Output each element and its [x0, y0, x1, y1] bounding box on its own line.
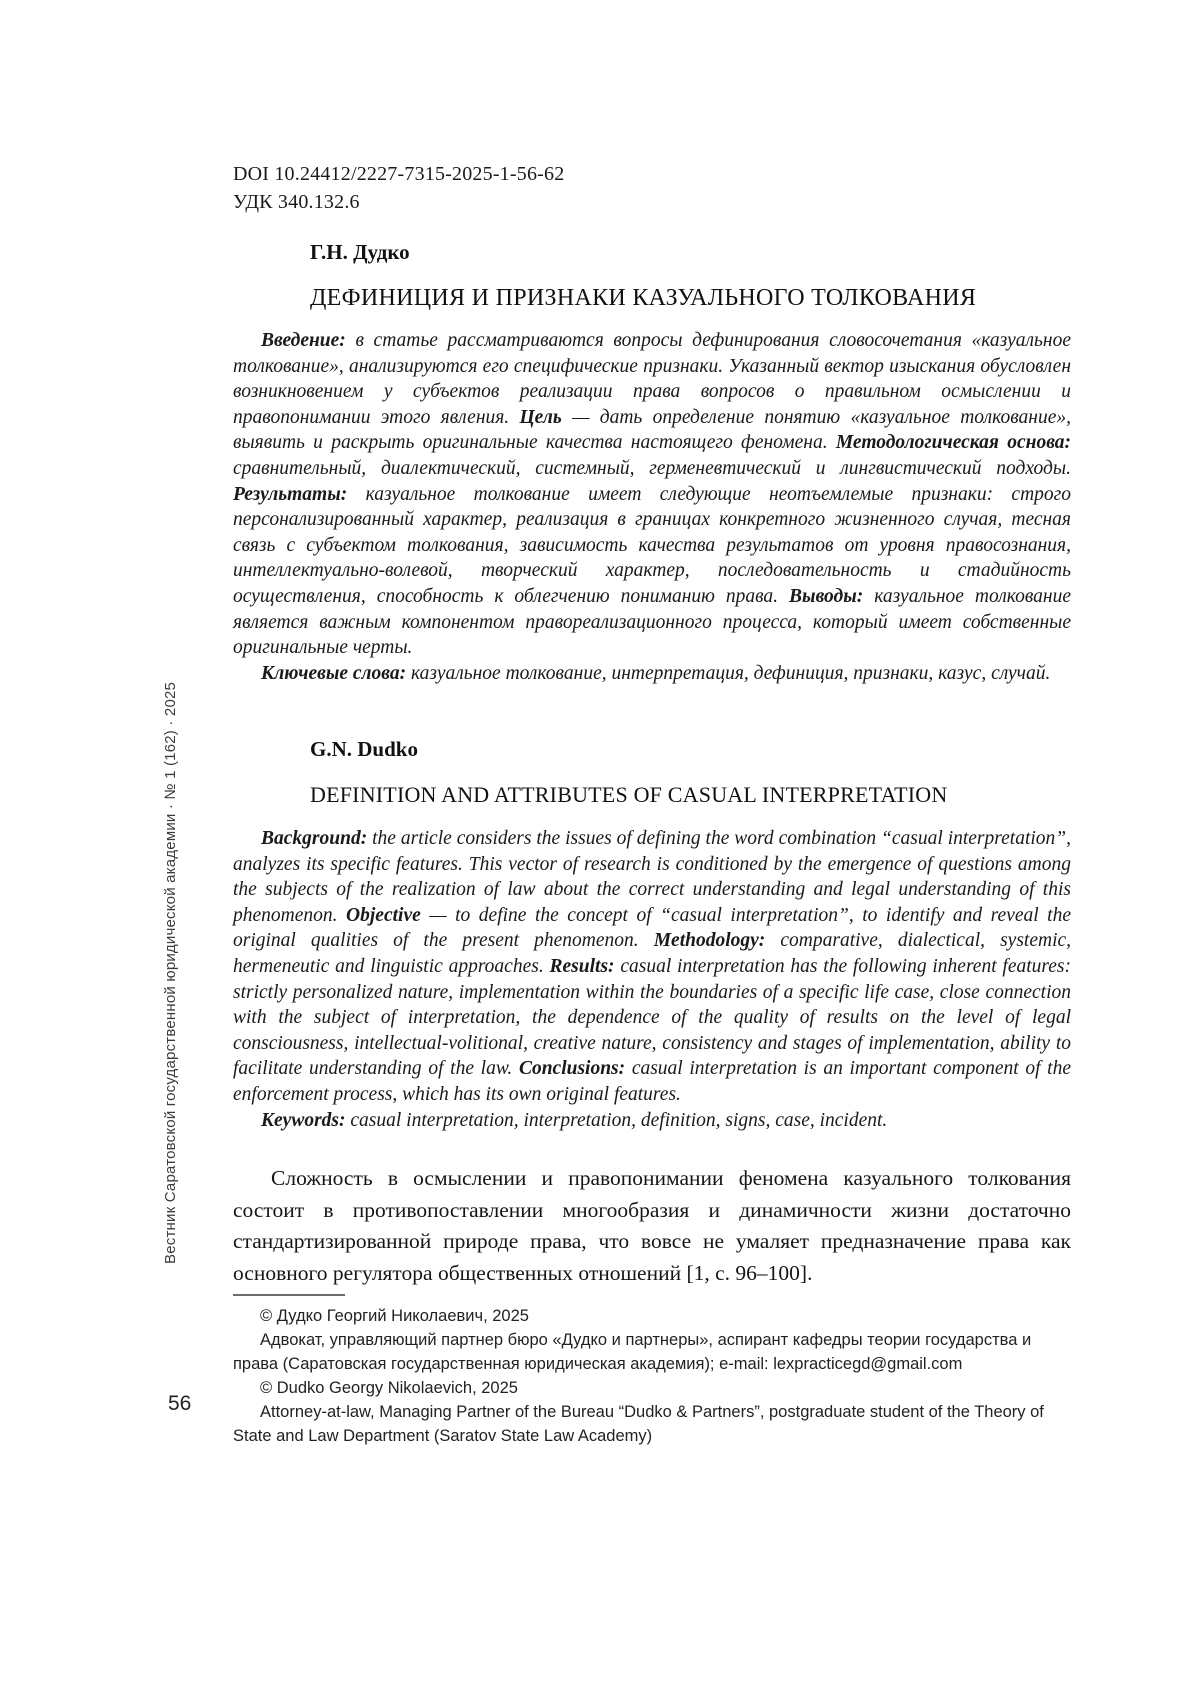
footnote-affiliation-ru: Адвокат, управляющий партнер бюро «Дудко и партнеры», аспирант кафедры теории государства и права (Саратовская государственная юридическая академия); e-mail: lexpracticegd@gmail.com — [233, 1331, 1032, 1373]
abstract-text: comparative, dialectical, systemic, hermeneutic and linguistic approaches. — [233, 930, 1072, 977]
abstract-en — [233, 826, 1071, 1133]
abstract-label: Methodology: — [653, 930, 766, 952]
abstract-text: the article considers the issues of defining the word combination “casual interpretation”, analyzes its specific features. This vector of research is conditioned by the emergence of questions among the subjects of the realization of law about the correct understanding and legal understanding of this phenomenon. — [233, 828, 1072, 926]
author-name-ru: Г.Н. Дудко — [310, 240, 410, 264]
body-paragraph: Сложность в осмыслении и правопонимании феномена казуального толкования состоит в противопоставлении многообразия и динамичности жизни достаточно стандартизированной природе права, что вовсе не умаляет предназначение права как основного регулятора общественных отношений [1, с. 96–100]. — [233, 1166, 1071, 1285]
keywords-text: casual interpretation, interpretation, definition, signs, case, incident. — [350, 1109, 888, 1131]
article-title-ru: ДЕФИНИЦИЯ И ПРИЗНАКИ КАЗУАЛЬНОГО ТОЛКОВАНИЯ — [310, 285, 977, 311]
abstract-text: в статье рассматриваются вопросы дефинирования словосочетания «казуальное толкование», анализируются его специфические признаки. Указанный вектор изыскания обусловлен возникновением у субъектов реализации права вопросов о правильном осмыслении и правопонимании этого явления. — [233, 330, 1071, 428]
abstract-en-paragraph — [233, 826, 1071, 1108]
abstract-text: casual interpretation is an important component of the enforcement process, which has its own original features. — [233, 1058, 1072, 1105]
abstract-text: — to define the concept of “casual interpretation”, to identify and reveal the original qualities of the present phenomenon. — [233, 904, 1072, 952]
author-name-en: G.N. Dudko — [310, 737, 418, 761]
article-meta — [233, 160, 1071, 216]
abstract-ru-paragraph — [233, 328, 1071, 661]
footnote — [233, 1294, 1071, 1448]
keywords-ru — [233, 661, 1071, 687]
footnote-rule — [233, 1294, 345, 1296]
footnote-affiliation-en: Attorney-at-law, Managing Partner of the Bureau “Dudko & Partners”, postgraduate student of the Theory of State and Law Department (Saratov State Law Academy) — [233, 1403, 1044, 1445]
abstract-label: Results: — [549, 955, 615, 977]
article-title-en: DEFINITION AND ATTRIBUTES OF CASUAL INTERPRETATION — [310, 782, 948, 807]
abstract-text: casual interpretation has the following inherent features: strictly personalized nature, implementation within the boundaries of a specific life case, close connection with the subject of interpretation, the dependence of the quality of results on the level of legal consciousness, intellectual-volitional, creative nature, consistency and stages of implementation, ability to facilitate understanding of the law. — [233, 955, 1072, 1080]
abstract-text: — дать определение понятию «казуальное толкование», выявить и раскрыть оригинальные качества настоящего феномена. — [233, 406, 1071, 454]
abstract-label: Conclusions: — [518, 1058, 626, 1080]
footnote-copyright-en: © Dudko Georgy Nikolaevich, 2025 — [260, 1379, 518, 1397]
abstract-text: казуальное толкование имеет следующие неотъемлемые признаки: строго персонализированный характер, реализация в границах конкретного жизненного случая, тесная связь с субъектом толкования, зависимость качества результатов от уровня правосознания, интеллектуально-волевой, творческий характер, последовательность и стадийность осуществления, способность к облегчению пониманию права. — [233, 483, 1072, 607]
abstract-label: Методологическая основа: — [835, 432, 1072, 454]
abstract-label: Цель — [519, 406, 562, 428]
abstract-label: Objective — [346, 904, 421, 926]
abstract-text: казуальное толкование является важным компонентом правореализационного процесса, который имеет собственные оригинальные черты. — [233, 585, 1072, 659]
udk-line: УДК 340.132.6 — [233, 191, 360, 213]
journal-title-vertical: Вестник Саратовской государственной юридической академии · № 1 (162) · 2025 — [162, 681, 179, 1264]
keywords-text: казуальное толкование, интерпретация, дефиниция, признаки, казус, случай. — [410, 662, 1051, 684]
footnote-copyright-ru: © Дудко Георгий Николаевич, 2025 — [260, 1307, 529, 1325]
article-body — [233, 1163, 1071, 1289]
abstract-ru — [233, 328, 1071, 686]
abstract-label: Выводы: — [789, 585, 864, 607]
keywords-en — [233, 1108, 1071, 1134]
abstract-label: Background: — [261, 828, 368, 849]
doi-line: DOI 10.24412/2227-7315-2025-1-56-62 — [233, 163, 565, 185]
abstract-text: сравнительный, диалектический, системный, герменевтический и лингвистический подходы. — [233, 457, 1071, 479]
abstract-label: Введение: — [261, 330, 346, 351]
page-number: 56 — [168, 1392, 192, 1415]
keywords-label: Keywords: — [261, 1109, 346, 1131]
keywords-label: Ключевые слова: — [261, 662, 407, 684]
abstract-label: Результаты: — [233, 483, 348, 505]
